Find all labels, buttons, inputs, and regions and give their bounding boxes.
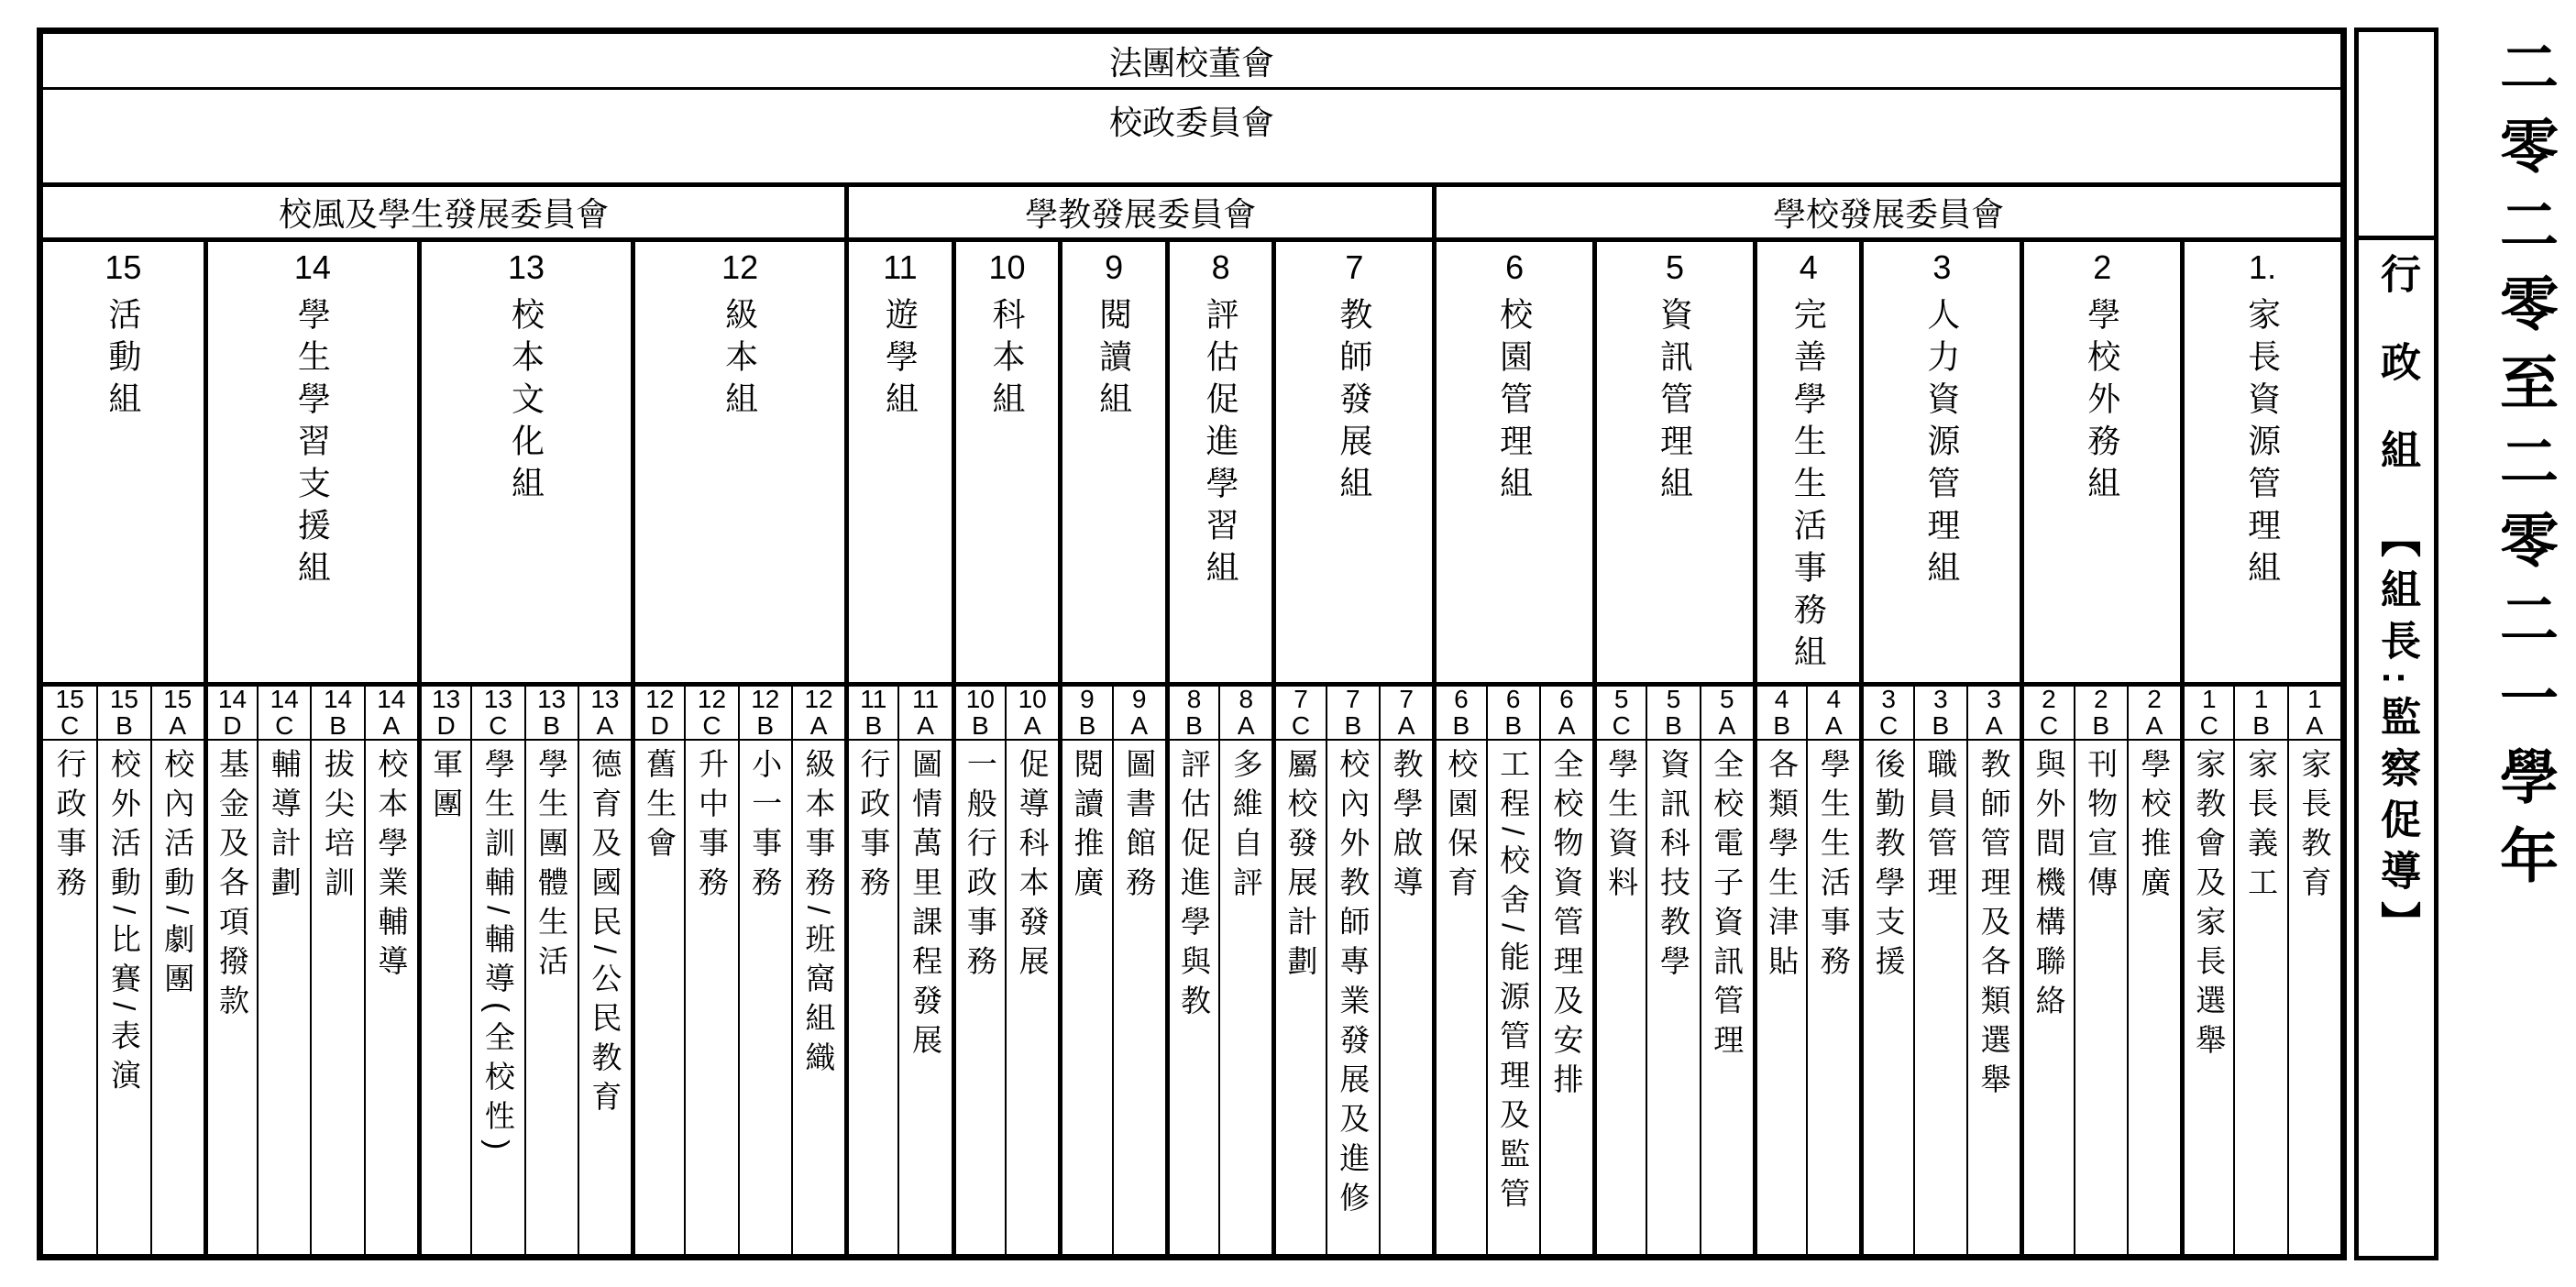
subgroup-duty-label: 後勤教學支援: [1871, 748, 1906, 984]
subgroup-letter: A: [2306, 710, 2324, 740]
subgroup-letter: B: [756, 710, 775, 740]
subgroup-duty-cell: [1379, 741, 1432, 1254]
subgroup-duty-cell: [2287, 741, 2340, 1254]
subgroup-duty-label: 學生生活事務: [1816, 748, 1851, 984]
subgroup-header-cell: [43, 687, 96, 739]
subgroup-number: 14: [323, 685, 353, 713]
subgroup-number: 4: [1774, 685, 1789, 713]
subgroup-letter: B: [1078, 710, 1096, 740]
admin-group-title: 行政組: [2374, 253, 2419, 517]
subgroup-number: 11: [860, 685, 887, 713]
subgroup-number: 1: [2253, 685, 2269, 713]
subgroup-duty-cell: [2233, 741, 2286, 1254]
subgroup-duty-cell: [1112, 741, 1165, 1254]
subgroup-number: 2: [2042, 685, 2056, 713]
subgroup-duty-label: 家長教育: [2297, 748, 2332, 906]
groups-row: [43, 237, 2340, 682]
subgroup-duty-label: 小一事務: [748, 748, 783, 906]
group-name: 學校外務組: [2083, 296, 2121, 508]
group-number: 3: [1932, 248, 1952, 286]
subgroup-number: 1: [2202, 685, 2217, 713]
subgroup-letter: A: [1985, 710, 2003, 740]
group-cell: [952, 242, 1059, 682]
admin-group-column: [2354, 28, 2438, 1260]
subgroup-letter: D: [650, 710, 669, 740]
subgroup-header-cell: [1165, 687, 1218, 739]
subgroup-header-cell: [2020, 687, 2073, 739]
committee-row: [43, 182, 2340, 237]
subgroup-header-cell: [1539, 687, 1592, 739]
subgroup-duty-label: 學生團體生活: [534, 748, 569, 984]
subgroup-header-cell: [1218, 687, 1271, 739]
subgroup-letter: A: [596, 710, 614, 740]
subgroup-header-cell: [1379, 687, 1432, 739]
subgroup-duty-label: 全校物資管理及安排: [1549, 748, 1584, 1103]
subgroup-number: 6: [1559, 685, 1574, 713]
council-row: [43, 87, 2340, 182]
subgroup-duty-label: 家教會及家長選舉: [2192, 748, 2227, 1063]
subgroup-header-cell: [1913, 687, 1966, 739]
subgroup-letter: D: [436, 710, 456, 740]
group-name: 活動組: [104, 296, 142, 424]
subgroup-number: 10: [1018, 685, 1047, 713]
subgroup-duty-label: 軍團: [429, 748, 464, 827]
group-cell: [1058, 242, 1165, 682]
subgroup-letter: A: [1237, 710, 1255, 740]
subgroup-header-cell: [738, 687, 791, 739]
group-cell: [204, 242, 417, 682]
subgroup-header-cell: [1753, 687, 1806, 739]
group-cell: [417, 242, 631, 682]
subgroup-duty-cell: [1058, 741, 1111, 1254]
subgroup-number: 12: [697, 685, 727, 713]
admin-group-cell: [2359, 240, 2434, 1256]
subgroup-letter: B: [1344, 710, 1362, 740]
group-cell: [1271, 242, 1432, 682]
subgroup-number: 9: [1131, 685, 1147, 713]
subgroup-duty-cell: [364, 741, 417, 1254]
subgroup-number: 13: [432, 685, 461, 713]
group-name: 科本組: [988, 296, 1027, 424]
group-number: 4: [1799, 248, 1818, 286]
subgroup-letter: B: [2092, 710, 2110, 740]
subgroup-letter: C: [489, 710, 508, 740]
group-name: 人力資源管理組: [1922, 296, 1961, 592]
subgroup-number: 12: [645, 685, 675, 713]
group-name: 學生學習支援組: [293, 296, 332, 592]
board-row: [43, 34, 2340, 87]
subgroup-duty-label: 升中事務: [694, 748, 729, 906]
subgroup-header-cell: [2287, 687, 2340, 739]
subgroup-number: 12: [804, 685, 833, 713]
subgroup-letter: B: [972, 710, 989, 740]
subgroup-letter: B: [329, 710, 347, 740]
subgroup-number: 15: [163, 685, 193, 713]
subgroup-header-cell: [1058, 687, 1111, 739]
subgroup-number: 3: [1881, 685, 1896, 713]
subgroup-duty-label: 行政事務: [52, 748, 87, 906]
subgroup-number: 6: [1505, 685, 1521, 713]
subgroup-header-cell: [2180, 687, 2233, 739]
committee-label: 學校發展委員會: [1773, 195, 2005, 233]
subgroup-duty-cell: [631, 741, 684, 1254]
subgroup-duty-cell: [578, 741, 631, 1254]
subgroup-header-cell: [1966, 687, 2020, 739]
subgroup-duty-label: 校外活動/比賽/表演: [106, 748, 141, 1099]
subgroup-letter: A: [382, 710, 401, 740]
subgroup-header-cell: [204, 687, 257, 739]
subgroup-duty-cell: [684, 741, 737, 1254]
group-number: 9: [1105, 248, 1124, 286]
council-label: 校政委員會: [1108, 104, 1274, 141]
subgroup-header-cell: [2233, 687, 2286, 739]
subgroup-header-cell: [257, 687, 310, 739]
subgroup-letter: B: [1185, 710, 1203, 740]
subgroup-duty-cell: [1326, 741, 1379, 1254]
subgroup-header-cell: [952, 687, 1005, 739]
subgroup-header-cell: [578, 687, 631, 739]
subgroup-letter: B: [116, 710, 133, 740]
subgroup-duty-cell: [43, 741, 96, 1254]
subgroup-duty-cell: [1432, 741, 1485, 1254]
subgroup-number: 6: [1454, 685, 1469, 713]
subgroup-header-cell: [1592, 687, 1646, 739]
subgroup-header-cell: [524, 687, 578, 739]
subgroup-duty-label: 屬校發展計劃: [1283, 748, 1318, 984]
subgroup-letter: A: [1130, 710, 1149, 740]
subgroup-duty-label: 閱讀推廣: [1070, 748, 1105, 906]
subgroup-duty-label: 教學啟導: [1389, 748, 1424, 906]
subgroup-duty-label: 職員管理: [1923, 748, 1958, 906]
group-cell: [1432, 242, 1592, 682]
group-cell: [2180, 242, 2340, 682]
subgroup-duty-label: 舊生會: [643, 748, 677, 866]
subgroup-letter: C: [1291, 710, 1311, 740]
org-chart-layout: [37, 28, 2567, 1260]
subgroup-number: 15: [55, 685, 84, 713]
subgroup-header-cell: [364, 687, 417, 739]
subgroup-number: 2: [2093, 685, 2108, 713]
subgroup-letter: C: [275, 710, 294, 740]
subgroup-header-cell: [150, 687, 204, 739]
subgroup-duty-cell: [1966, 741, 2020, 1254]
subgroup-letter: B: [2252, 710, 2270, 740]
subgroup-letter: B: [543, 710, 560, 740]
subgroup-letter: A: [809, 710, 828, 740]
subgroup-header-cell: [1859, 687, 1912, 739]
group-name: 遊學組: [881, 296, 919, 424]
subgroup-number: 4: [1826, 685, 1842, 713]
group-number: 8: [1211, 248, 1230, 286]
subgroup-duty-cell: [2127, 741, 2180, 1254]
group-cell: [1753, 242, 1860, 682]
subgroup-header-cell: [1486, 687, 1539, 739]
subgroup-number: 8: [1238, 685, 1254, 713]
subgroup-duty-label: 全校電子資訊管理: [1710, 748, 1745, 1063]
subgroup-letter: A: [1558, 710, 1576, 740]
subgroup-number: 14: [377, 685, 406, 713]
subgroup-header-cell: [470, 687, 523, 739]
subgroup-header-cell: [1806, 687, 1859, 739]
subgroup-duty-label: 評估促進學與教: [1176, 748, 1211, 1024]
subgroup-number: 11: [912, 685, 940, 713]
admin-group-label: [2367, 253, 2426, 1256]
subgroup-number: 14: [217, 685, 248, 713]
subgroup-letter: A: [1825, 710, 1843, 740]
subgroup-number: 5: [1613, 685, 1629, 713]
committee-cell: [1432, 187, 2340, 237]
subgroup-duty-cell: [2180, 741, 2233, 1254]
subgroup-duty-cell: [417, 741, 470, 1254]
subgroup-header-cell: [2074, 687, 2127, 739]
group-name: 校園管理組: [1495, 296, 1534, 508]
subgroup-number: 7: [1346, 685, 1360, 713]
subgroup-duty-cell: [524, 741, 578, 1254]
subgroup-duty-cell: [791, 741, 844, 1254]
subgroup-duty-label: 校內活動/劇團: [160, 748, 195, 1003]
group-name: 閱讀組: [1095, 296, 1133, 424]
group-number: 6: [1505, 248, 1525, 286]
subgroup-duty-label: 校園保育: [1444, 748, 1479, 906]
subgroup-duty-label: 多維自評: [1228, 748, 1263, 906]
group-number: 5: [1665, 248, 1685, 286]
admin-group-empty-cell: [2359, 32, 2434, 240]
committee-cell: [43, 187, 844, 237]
subgroup-duty-cell: [738, 741, 791, 1254]
subgroup-letter: C: [61, 710, 80, 740]
subgroup-duty-cell: [1806, 741, 1859, 1254]
group-name: 級本組: [721, 296, 759, 424]
subgroup-number: 5: [1719, 685, 1734, 713]
subgroup-duty-label: 輔導計劃: [267, 748, 302, 906]
group-number: 11: [883, 248, 918, 286]
group-number: 10: [988, 248, 1026, 286]
subgroup-duty-label: 基金及各項撥款: [215, 748, 249, 1024]
subgroup-duty-label: 一般行政事務: [963, 748, 997, 984]
subgroup-header-cell: [417, 687, 470, 739]
group-cell: [1859, 242, 2020, 682]
subgroup-number: 3: [1933, 685, 1948, 713]
org-chart-table: [37, 28, 2347, 1260]
subgroup-header-cell: [1005, 687, 1058, 739]
subgroup-duty-cell: [150, 741, 204, 1254]
subgroup-duty-cell: [204, 741, 257, 1254]
subgroup-duty-label: 工程/校舍/能源管理及監管: [1496, 748, 1531, 1217]
subgroup-number: 8: [1186, 685, 1202, 713]
subgroup-duty-cell: [2074, 741, 2127, 1254]
subgroup-number: 14: [270, 685, 299, 713]
group-name: 家長資源管理組: [2243, 296, 2282, 592]
subgroup-duty-label: 與外間機構聯絡: [2031, 748, 2066, 1024]
subgroup-header-cell: [96, 687, 149, 739]
subgroup-duty-label: 家長義工: [2244, 748, 2279, 906]
subgroup-header-cell: [1432, 687, 1485, 739]
subgroup-duty-label: 圖書館務: [1122, 748, 1157, 906]
subgroup-header-cell: [897, 687, 951, 739]
subgroup-header-cell: [310, 687, 363, 739]
subgroup-duty-label: 促導科本發展: [1015, 748, 1050, 984]
subgroup-duty-label: 教師管理及各類選舉: [1976, 748, 2011, 1103]
board-cell: [43, 34, 2340, 87]
group-number: 1.: [2249, 248, 2277, 286]
group-cell: [2020, 242, 2180, 682]
subgroup-letter: C: [2039, 710, 2059, 740]
subgroup-letter: B: [864, 710, 883, 740]
subgroup-duty-cell: [1646, 741, 1699, 1254]
subgroup-duty-cell: [1165, 741, 1218, 1254]
group-cell: [43, 242, 204, 682]
group-number: 7: [1345, 248, 1364, 286]
subgroup-letter: C: [1879, 710, 1899, 740]
subgroup-letter: A: [1397, 710, 1415, 740]
subgroup-header-cell: [791, 687, 844, 739]
subgroup-letter: B: [1773, 710, 1790, 740]
subgroup-number: 2: [2147, 685, 2162, 713]
committee-label: 校風及學生發展委員會: [279, 195, 610, 233]
subgroup-letter: B: [1932, 710, 1950, 740]
group-name: 評估促進學習組: [1202, 296, 1240, 592]
subgroup-duty-label: 拔尖培訓: [321, 748, 356, 906]
committee-cell: [844, 187, 1432, 237]
subgroup-duty-cell: [1486, 741, 1539, 1254]
subgroup-duty-cell: [96, 741, 149, 1254]
admin-group-subtitle: 【組長:監察促導】: [2374, 517, 2419, 952]
subgroup-letter: C: [2199, 710, 2218, 740]
subgroup-duty-row: [43, 739, 2340, 1254]
subgroup-number: 5: [1666, 685, 1681, 713]
subgroup-duty-label: 刊物宣傳: [2084, 748, 2119, 906]
subgroup-letter: A: [917, 710, 934, 740]
group-name: 資訊管理組: [1656, 296, 1694, 508]
subgroup-number: 3: [1987, 685, 2001, 713]
subgroup-header-cell: [844, 687, 897, 739]
subgroup-duty-label: 學生資料: [1604, 748, 1639, 906]
group-cell: [1592, 242, 1753, 682]
subgroup-letter: D: [223, 710, 242, 740]
subgroup-number: 10: [965, 685, 995, 713]
group-number: 2: [2093, 248, 2112, 286]
subgroup-duty-cell: [1700, 741, 1753, 1254]
group-name: 完善學生生活事務組: [1789, 296, 1828, 676]
group-cell: [844, 242, 952, 682]
subgroup-duty-label: 校內外教師專業發展及進修: [1336, 748, 1371, 1221]
subgroup-letter: A: [1023, 710, 1041, 740]
subgroup-number: 13: [537, 685, 567, 713]
subgroup-duty-cell: [1539, 741, 1592, 1254]
subgroup-header-cell: [1112, 687, 1165, 739]
council-cell: [43, 90, 2340, 182]
subgroup-duty-cell: [1753, 741, 1806, 1254]
group-cell: [1165, 242, 1272, 682]
subgroup-number: 12: [751, 685, 780, 713]
subgroup-duty-cell: [844, 741, 897, 1254]
subgroup-duty-cell: [257, 741, 310, 1254]
subgroup-duty-cell: [952, 741, 1005, 1254]
committee-label: 學教發展委員會: [1025, 195, 1257, 233]
subgroup-duty-cell: [1592, 741, 1646, 1254]
group-number: 14: [293, 248, 331, 286]
group-number: 13: [507, 248, 545, 286]
subgroup-header-cell: [684, 687, 737, 739]
subgroup-duty-label: 級本事務/班窩組織: [801, 748, 836, 1082]
subgroup-duty-cell: [470, 741, 523, 1254]
subgroup-duty-label: 德育及國民/公民教育: [588, 748, 622, 1121]
subgroup-header-cell: [1271, 687, 1325, 739]
subgroup-number: 7: [1294, 685, 1308, 713]
subgroup-letter: A: [169, 710, 187, 740]
subgroup-duty-label: 校本學業輔導: [374, 748, 409, 984]
subgroup-header-cell: [631, 687, 684, 739]
subgroup-number: 1: [2307, 685, 2322, 713]
subgroup-letter: A: [1718, 710, 1736, 740]
subgroup-letter: A: [2145, 710, 2163, 740]
subgroup-letter: B: [1452, 710, 1470, 740]
subgroup-duty-cell: [1913, 741, 1966, 1254]
group-cell: [631, 242, 844, 682]
subgroup-letter: B: [1665, 710, 1682, 740]
group-number: 12: [721, 248, 759, 286]
subgroup-number: 15: [109, 685, 138, 713]
subgroup-duty-label: 各類學生津貼: [1765, 748, 1800, 984]
subgroup-duty-label: 圖情萬里課程發展: [908, 748, 943, 1063]
group-name: 校本文化組: [507, 296, 545, 508]
subgroup-duty-cell: [1859, 741, 1912, 1254]
board-label: 法團校董會: [1108, 43, 1274, 82]
school-year-label: 二零二零至二零二一學年: [2492, 37, 2558, 904]
subgroup-duty-cell: [897, 741, 951, 1254]
group-number: 15: [105, 248, 142, 286]
group-name: 教師發展組: [1335, 296, 1373, 508]
subgroup-number: 7: [1399, 685, 1414, 713]
subgroup-duty-label: 學生訓輔/輔導(全校性): [480, 748, 515, 1160]
subgroup-header-cell: [2127, 687, 2180, 739]
subgroup-duty-cell: [1005, 741, 1058, 1254]
subgroup-letter: C: [702, 710, 721, 740]
subgroup-number: 13: [590, 685, 620, 713]
subgroup-header-cell: [1326, 687, 1379, 739]
subgroup-duty-cell: [2020, 741, 2073, 1254]
subgroup-duty-label: 行政事務: [856, 748, 891, 906]
subgroup-number: 13: [483, 685, 512, 713]
subgroup-letter: C: [1612, 710, 1631, 740]
subgroup-duty-cell: [1271, 741, 1325, 1254]
subgroup-header-cell: [1646, 687, 1699, 739]
subgroup-duty-cell: [1218, 741, 1271, 1254]
subgroup-duty-label: 資訊科技教學: [1657, 748, 1690, 984]
subgroup-duty-cell: [310, 741, 363, 1254]
school-year-column: [2482, 28, 2567, 904]
subgroup-letter: B: [1504, 710, 1523, 740]
subgroup-header-cell: [1700, 687, 1753, 739]
subgroup-header-row: [43, 682, 2340, 739]
subgroup-number: 9: [1080, 685, 1095, 713]
subgroup-duty-label: 學校推廣: [2137, 748, 2172, 906]
